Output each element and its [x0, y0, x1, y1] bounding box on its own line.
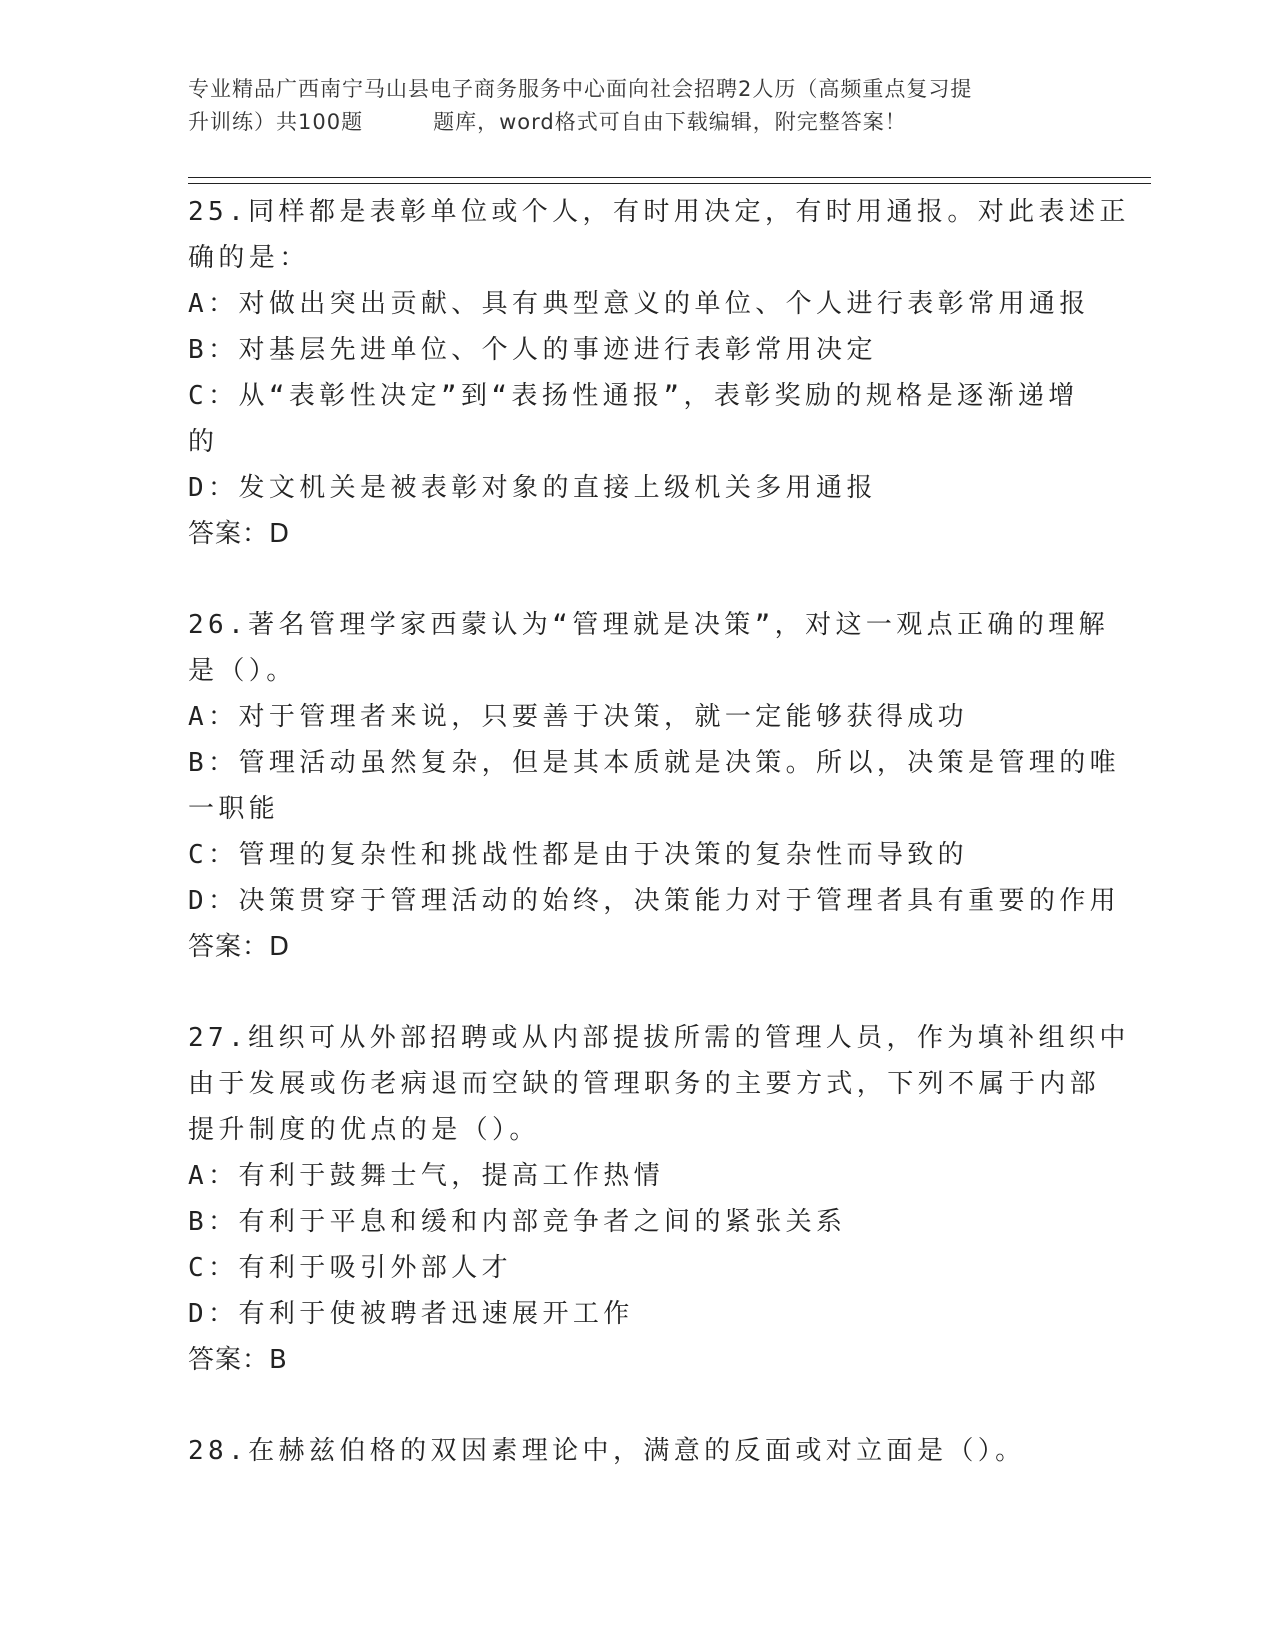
header-divider-bottom [188, 183, 1151, 184]
header-line-1: 专业精品广西南宁马山县电子商务服务中心面向社会招聘2人历（高频重点复习提 [188, 77, 973, 101]
header-line-2 [188, 106, 1088, 139]
option-d: D：发文机关是被表彰对象的直接上级机关多用通报 [188, 473, 877, 503]
document-header [188, 73, 1088, 139]
option-d: D：决策贯穿于管理活动的始终，决策能力对于管理者具有重要的作用 [188, 886, 1121, 916]
question-28 [188, 1428, 1068, 1474]
question-list [188, 189, 1130, 1519]
option-a: A：对于管理者来说，只要善于决策，就一定能够获得成功 [188, 702, 969, 732]
header-line-2-part-a: 升训练）共100题 [188, 110, 364, 134]
question-stem: 由于发展或伤老病退而空缺的管理职务的主要方式，下列不属于内部 [188, 1069, 1101, 1099]
option-d: D：有利于使被聘者迅速展开工作 [188, 1299, 634, 1329]
option-c: 的 [188, 427, 219, 457]
option-c: C：管理的复杂性和挑战性都是由于决策的复杂性而导致的 [188, 840, 969, 870]
question-25 [188, 189, 1130, 557]
answer-label: 答案：B [188, 1345, 288, 1375]
option-b: B：对基层先进单位、个人的事迹进行表彰常用决定 [188, 335, 877, 365]
question-stem: 确的是： [188, 243, 310, 273]
option-b: B：有利于平息和缓和内部竞争者之间的紧张关系 [188, 1207, 847, 1237]
option-c: C：有利于吸引外部人才 [188, 1253, 513, 1283]
question-stem: 是（）。 [188, 656, 297, 686]
option-c: C：从“表彰性决定”到“表扬性通报”，表彰奖励的规格是逐渐递增 [188, 381, 1079, 411]
question-stem: 提升制度的优点的是（）。 [188, 1115, 540, 1145]
option-a: A：对做出突出贡献、具有典型意义的单位、个人进行表彰常用通报 [188, 289, 1090, 319]
question-stem: 26.著名管理学家西蒙认为“管理就是决策”，对这一观点正确的理解 [188, 610, 1110, 640]
answer-label: 答案：D [188, 519, 291, 549]
question-stem: 27.组织可从外部招聘或从内部提拔所需的管理人员，作为填补组织中 [188, 1023, 1130, 1053]
question-stem: 28.在赫兹伯格的双因素理论中，满意的反面或对立面是（）。 [188, 1436, 1026, 1466]
answer-label: 答案：D [188, 932, 291, 962]
option-a: A：有利于鼓舞士气，提高工作热情 [188, 1161, 665, 1191]
question-27 [188, 1015, 1130, 1383]
option-b: 一职能 [188, 794, 280, 824]
option-b: B：管理活动虽然复杂，但是其本质就是决策。所以，决策是管理的唯 [188, 748, 1121, 778]
header-divider-top [188, 177, 1151, 178]
header-line-2-part-b: 题库，word格式可自由下载编辑，附完整答案！ [433, 110, 907, 134]
question-26 [188, 602, 1121, 970]
question-stem: 25.同样都是表彰单位或个人，有时用决定，有时用通报。对此表述正 [188, 197, 1130, 227]
